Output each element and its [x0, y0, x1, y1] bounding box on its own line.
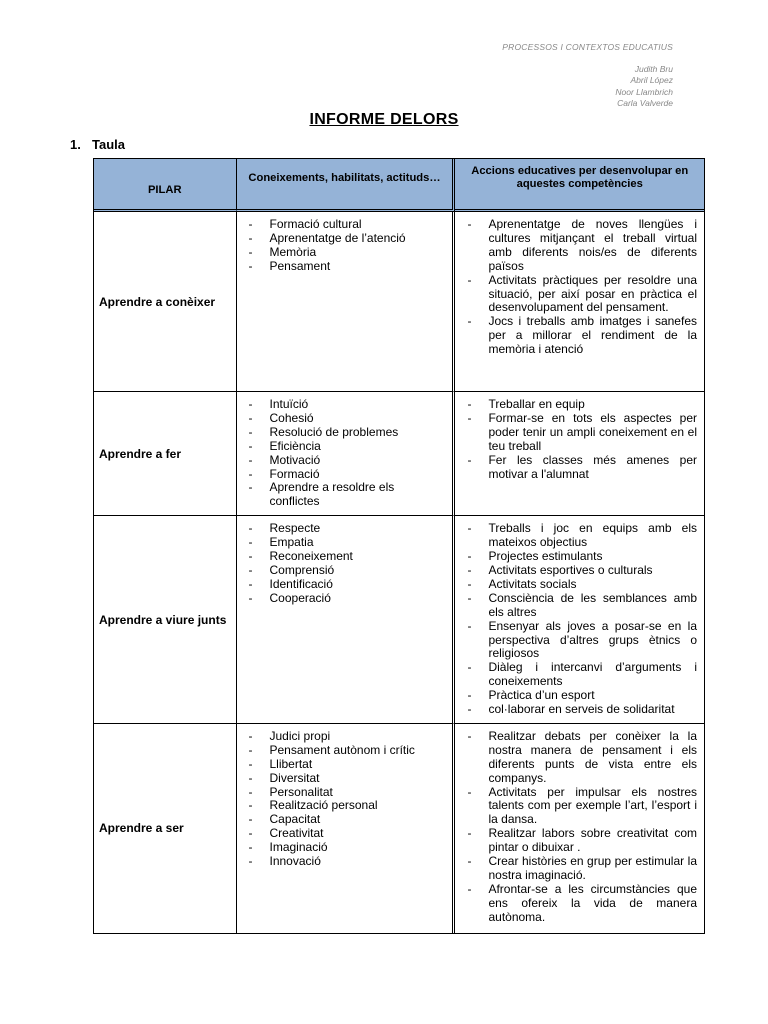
- skills-list: [237, 516, 453, 611]
- list-item: - Aprenentatge de l’atenció: [249, 232, 446, 246]
- list-item: - Llibertat: [249, 758, 446, 772]
- document-header: [502, 42, 673, 109]
- list-item: - Capacitat: [249, 813, 446, 827]
- list-item: - Resolució de problemes: [249, 426, 446, 440]
- list-item: - Memòria: [249, 246, 446, 260]
- list-item: - Imaginació: [249, 841, 446, 855]
- list-item: - Innovació: [249, 855, 446, 869]
- list-item: - Pràctica d’un esport: [467, 689, 697, 703]
- list-item: - Treballar en equip: [467, 398, 697, 412]
- header-actions: Accions educatives per desenvolupar en aquestes competències: [455, 159, 704, 212]
- list-item: - Eficiència: [249, 440, 446, 454]
- list-item: - Consciència de les semblances amb els altres: [467, 592, 697, 620]
- skills-cell: [237, 212, 456, 392]
- list-item: - Cooperació: [249, 592, 446, 606]
- section-number: 1.: [70, 137, 81, 152]
- skills-cell: [237, 516, 456, 724]
- section-label: Taula: [92, 137, 125, 152]
- skills-list: [237, 392, 453, 515]
- actions-list: [455, 516, 704, 723]
- actions-list: [455, 392, 704, 487]
- author-name: Carla Valverde: [617, 97, 673, 108]
- list-item: - Identificació: [249, 578, 446, 592]
- document-title: INFORME DELORS: [309, 111, 459, 128]
- list-item: - Cohesió: [249, 412, 446, 426]
- table-row: [94, 212, 704, 392]
- list-item: - Pensament: [249, 260, 446, 274]
- pillar-cell: Aprendre a conèixer: [94, 212, 237, 392]
- author-name: Noor Llambrich: [615, 86, 673, 97]
- list-item: - Intuïció: [249, 398, 446, 412]
- actions-cell: [455, 516, 704, 724]
- actions-cell: [455, 212, 704, 392]
- author-name: Judith Bru: [634, 64, 673, 75]
- list-item: - Formació: [249, 468, 446, 482]
- list-item: - Reconeixement: [249, 550, 446, 564]
- list-item: - Crear històries en grup per estimular la nostra imaginació.: [467, 855, 697, 883]
- table-row: [94, 724, 704, 933]
- list-item: - Activitats pràctiques per resoldre una situació, per així posar en pràctica el desenvolupament del pensament.: [467, 274, 697, 316]
- author-name: Abril López: [630, 75, 673, 86]
- pillar-cell: Aprendre a viure junts: [94, 516, 237, 724]
- skills-list: [237, 724, 453, 875]
- list-item: - Pensament autònom i crític: [249, 744, 446, 758]
- list-item: - Ensenyar als joves a posar-se en la perspectiva d’altres grups ètnics o religiosos: [467, 620, 697, 662]
- header-skills: Coneixements, habilitats, actituds…: [237, 159, 456, 212]
- pillar-cell: Aprendre a ser: [94, 724, 237, 933]
- list-item: - Jocs i treballs amb imatges i sanefes per a millorar el rendiment de la memòria i atenció: [467, 315, 697, 357]
- header-pillar: PILAR: [94, 159, 237, 212]
- list-item: - Projectes estimulants: [467, 550, 697, 564]
- actions-list: [455, 724, 704, 931]
- list-item: - Respecte: [249, 522, 446, 536]
- list-item: - Aprenentatge de noves llengües i cultures mitjançant el treball virtual amb diferents nois/es de diferents països: [467, 218, 697, 274]
- list-item: - Diàleg i intercanvi d’arguments i coneixements: [467, 661, 697, 689]
- list-item: - Comprensió: [249, 564, 446, 578]
- list-item: - Afrontar-se a les circumstàncies que ens ofereix la vida de manera autònoma.: [467, 883, 697, 925]
- list-item: - Personalitat: [249, 786, 446, 800]
- actions-cell: [455, 392, 704, 516]
- list-item: - Formar-se en tots els aspectes per poder tenir un ampli coneixement en el teu treball: [467, 412, 697, 454]
- list-item: - Diversitat: [249, 772, 446, 786]
- list-item: - Judici propi: [249, 730, 446, 744]
- list-item: - Realització personal: [249, 799, 446, 813]
- list-item: - col·laborar en serveis de solidaritat: [467, 703, 697, 717]
- table-row: [94, 392, 704, 516]
- list-item: - Formació cultural: [249, 218, 446, 232]
- skills-list: [237, 212, 453, 280]
- list-item: - Empatia: [249, 536, 446, 550]
- list-item: - Treballs i joc en equips amb els mateixos objectius: [467, 522, 697, 550]
- list-item: - Creativitat: [249, 827, 446, 841]
- section-heading: [70, 137, 125, 152]
- list-item: - Fer les classes més amenes per motivar a l'alumnat: [467, 454, 697, 482]
- skills-cell: [237, 392, 456, 516]
- course-name: PROCESSOS I CONTEXTOS EDUCATIUS: [502, 42, 673, 52]
- pillar-cell: Aprendre a fer: [94, 392, 237, 516]
- list-item: - Activitats socials: [467, 578, 697, 592]
- list-item: - Activitats esportives o culturals: [467, 564, 697, 578]
- table-header-row: [94, 159, 704, 212]
- table-row: [94, 516, 704, 724]
- list-item: - Realitzar debats per conèixer la la nostra manera de pensament i els diferents punts de vista entre els companys.: [467, 730, 697, 786]
- list-item: - Motivació: [249, 454, 446, 468]
- list-item: - Activitats per impulsar els nostres talents com per exemple l’art, l’esport i la dansa.: [467, 786, 697, 828]
- delors-table: [93, 158, 705, 934]
- list-item: - Aprendre a resoldre els conflictes: [249, 481, 446, 509]
- skills-cell: [237, 724, 456, 933]
- actions-cell: [455, 724, 704, 933]
- list-item: - Realitzar labors sobre creativitat com pintar o dibuixar .: [467, 827, 697, 855]
- actions-list: [455, 212, 704, 363]
